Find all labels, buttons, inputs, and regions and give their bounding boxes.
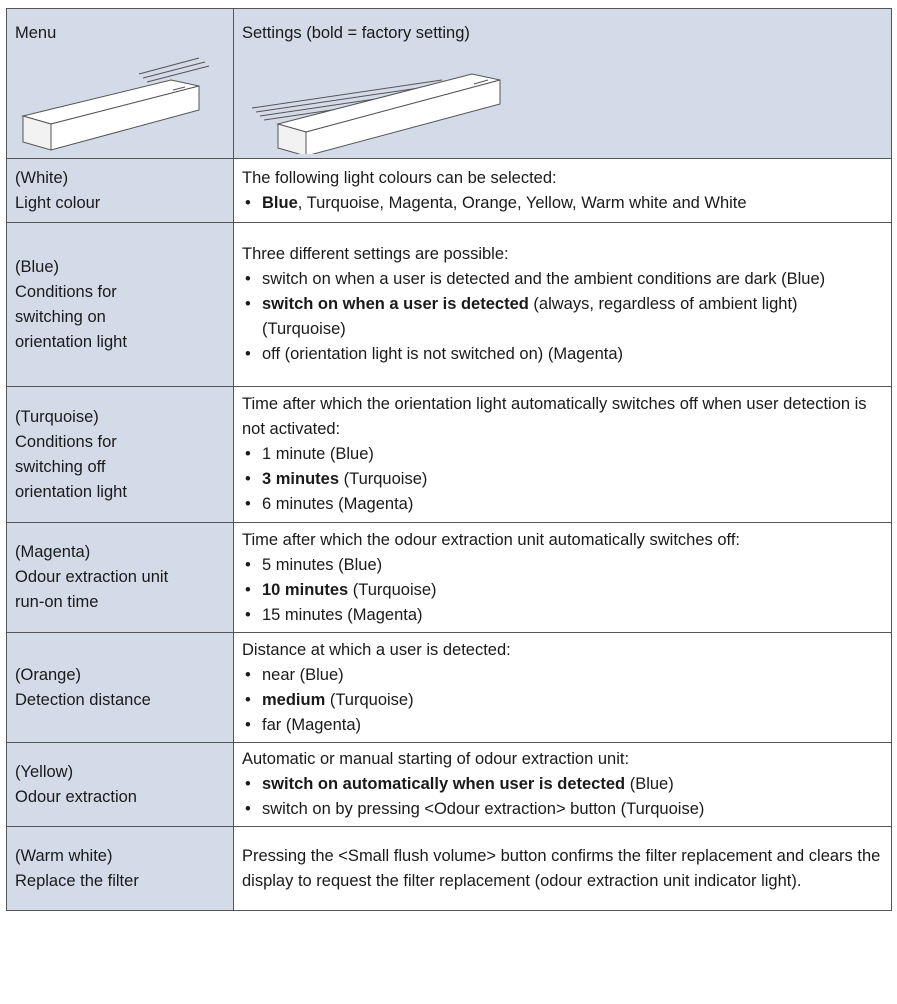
settings-row: [7, 827, 892, 911]
option-item: [242, 688, 883, 713]
menu-label: run-on time: [15, 593, 99, 611]
settings-row: [7, 633, 892, 743]
settings-intro: Time after which the odour extraction unit automatically switches off:: [242, 530, 740, 549]
option-item: [242, 292, 883, 342]
options-list: [242, 267, 883, 367]
settings-intro: Three different settings are possible:: [242, 245, 509, 263]
menu-label: orientation light: [15, 482, 127, 501]
factory-setting-text: switch on when a user is detected: [262, 295, 529, 313]
option-item: [242, 578, 883, 603]
menu-cell: [7, 523, 234, 633]
header-row: [7, 9, 892, 159]
menu-label: switching off: [15, 457, 106, 476]
option-text: (Turquoise): [339, 470, 428, 488]
menu-cell: [7, 387, 234, 523]
option-item: [242, 797, 883, 822]
settings-intro: Pressing the <Small flush volume> button confirms the filter replacement and clears the display to request the filter replacement (odour extraction unit indicator light).: [242, 846, 881, 890]
option-text: 15 minutes (Magenta): [262, 605, 423, 624]
option-text: off (orientation light is not switched on) (Magenta): [262, 345, 624, 363]
option-text: (Turquoise): [325, 690, 414, 709]
menu-cell: [7, 743, 234, 827]
option-text: , Turquoise, Magenta, Orange, Yellow, Warm white and White: [297, 193, 747, 212]
option-item: [242, 713, 883, 738]
menu-header: Menu: [15, 24, 57, 42]
menu-label: Replace the filter: [15, 871, 139, 890]
menu-label: Light colour: [15, 193, 101, 212]
option-text: 6 minutes (Magenta): [262, 495, 414, 513]
settings-intro: Automatic or manual starting of odour extraction unit:: [242, 750, 630, 768]
options-list: [242, 553, 883, 628]
factory-setting-text: 3 minutes: [262, 470, 340, 488]
settings-intro: Distance at which a user is detected:: [242, 640, 511, 659]
settings-table: [6, 8, 892, 911]
menu-label: Detection distance: [15, 690, 151, 709]
menu-label: (White): [15, 168, 69, 187]
option-text: 5 minutes (Blue): [262, 555, 383, 574]
option-item: [242, 492, 883, 517]
menu-cell: [7, 159, 234, 223]
settings-row: [7, 223, 892, 387]
menu-label: (Yellow): [15, 762, 74, 781]
settings-header-cell: [234, 9, 892, 159]
menu-label: (Warm white): [15, 846, 113, 865]
option-item: [242, 267, 883, 292]
menu-cell: [7, 223, 234, 387]
menu-header-cell: [7, 9, 234, 159]
device-illustration-icon: [15, 52, 220, 154]
settings-row: [7, 159, 892, 223]
option-item: [242, 553, 883, 578]
menu-label: Conditions for: [15, 432, 117, 451]
factory-setting-text: 10 minutes: [262, 580, 349, 599]
settings-cell: [234, 387, 892, 523]
menu-label: orientation light: [15, 332, 127, 351]
factory-setting-text: switch on automatically when user is detected: [262, 775, 626, 793]
menu-cell: [7, 827, 234, 911]
menu-label: Odour extraction unit: [15, 568, 169, 586]
option-item: [242, 603, 883, 628]
settings-cell: [234, 827, 892, 911]
option-item: [242, 772, 883, 797]
option-item: [242, 342, 883, 367]
settings-intro: The following light colours can be selected:: [242, 168, 557, 187]
settings-cell: [234, 523, 892, 633]
option-text: 1 minute (Blue): [262, 445, 374, 463]
factory-setting-text: Blue: [262, 193, 298, 212]
factory-setting-text: medium: [262, 690, 326, 709]
settings-cell: [234, 159, 892, 223]
option-item: [242, 467, 883, 492]
option-text: (Blue): [625, 775, 674, 793]
device-illustration-icon: [242, 52, 522, 154]
menu-label: switching on: [15, 307, 106, 326]
option-text: (always, regardless of ambient light) (Turquoise): [262, 295, 798, 338]
settings-intro: Time after which the orientation light automatically switches off when user detection is not activated:: [242, 395, 867, 438]
option-text: far (Magenta): [262, 715, 362, 734]
option-text: switch on when a user is detected and the ambient conditions are dark (Blue): [262, 270, 826, 288]
menu-label: Conditions for: [15, 282, 117, 301]
option-text: near (Blue): [262, 665, 344, 684]
menu-label: (Orange): [15, 665, 82, 684]
options-list: [242, 663, 883, 738]
settings-row: [7, 743, 892, 827]
option-item: [242, 442, 883, 467]
settings-row: [7, 523, 892, 633]
settings-cell: [234, 743, 892, 827]
menu-label: Odour extraction: [15, 787, 137, 806]
settings-header: Settings (bold = factory setting): [242, 24, 470, 42]
menu-label: (Blue): [15, 257, 60, 276]
settings-cell: [234, 223, 892, 387]
menu-cell: [7, 633, 234, 743]
options-list: [242, 191, 883, 216]
settings-cell: [234, 633, 892, 743]
option-item: [242, 191, 883, 216]
option-text: (Turquoise): [348, 580, 437, 599]
options-list: [242, 772, 883, 822]
option-item: [242, 663, 883, 688]
options-list: [242, 442, 883, 517]
menu-label: (Turquoise): [15, 407, 99, 426]
settings-row: [7, 387, 892, 523]
menu-label: (Magenta): [15, 543, 91, 561]
option-text: switch on by pressing <Odour extraction> button (Turquoise): [262, 800, 705, 818]
